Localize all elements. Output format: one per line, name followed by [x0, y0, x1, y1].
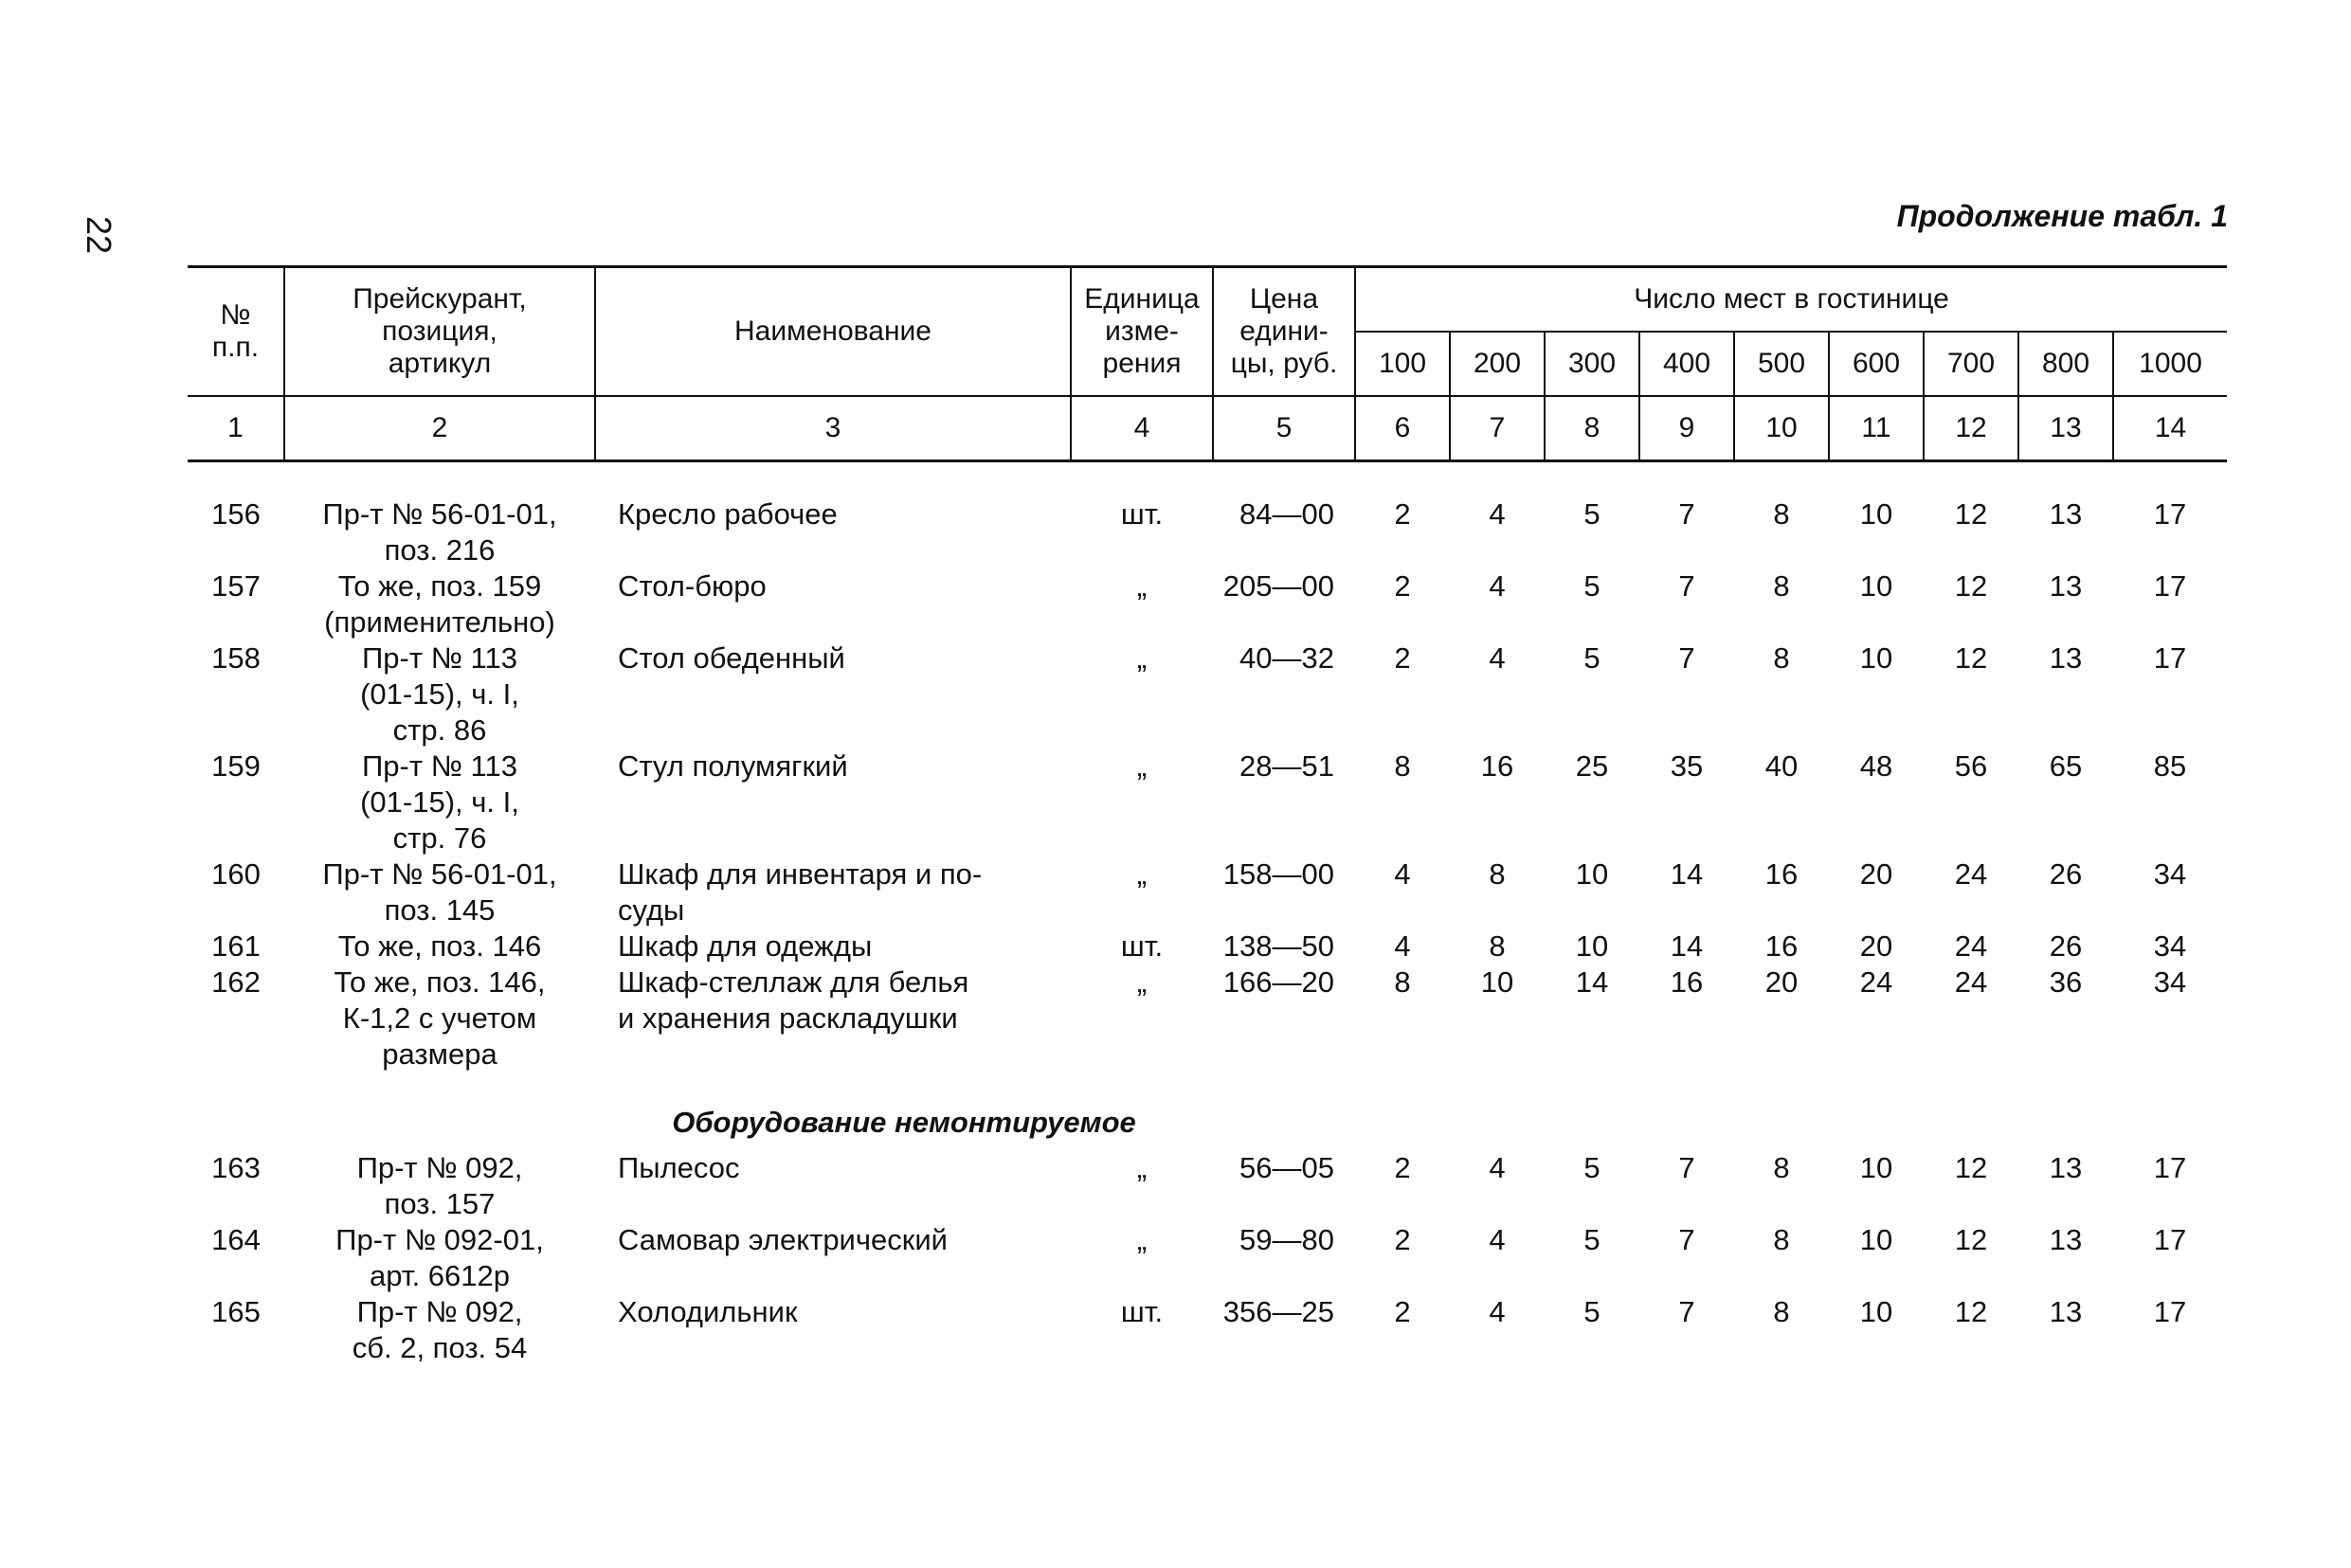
row-number: 159 — [211, 749, 261, 783]
table-row — [188, 964, 2227, 1072]
row-quantity: 8 — [1773, 1223, 1790, 1256]
row-unit: „ — [1136, 569, 1148, 603]
row-quantity: 85 — [2153, 749, 2187, 783]
row-quantity: 65 — [2049, 749, 2083, 783]
table-row — [188, 748, 2227, 856]
row-number: 164 — [211, 1223, 261, 1256]
header-column-numbers-row — [188, 396, 2227, 461]
row-quantity: 17 — [2153, 1151, 2187, 1184]
table-continuation-title: Продолжение табл. 1 — [1896, 199, 2228, 233]
header-column-number: 3 — [595, 396, 1071, 461]
row-name: Самовар электрический — [618, 1223, 948, 1256]
row-name: Пылесос — [618, 1151, 740, 1184]
header-places-group: Число мест в гостинице — [1355, 267, 2227, 333]
table-row — [188, 928, 2227, 964]
row-unit: шт. — [1120, 929, 1164, 963]
row-quantity: 14 — [1670, 857, 1704, 891]
row-price: 28—51 — [1239, 749, 1334, 783]
row-quantity: 7 — [1678, 1151, 1695, 1184]
row-quantity: 25 — [1575, 749, 1609, 783]
table-row — [188, 568, 2227, 640]
row-quantity: 13 — [2049, 569, 2083, 603]
row-quantity: 12 — [1954, 641, 1988, 675]
row-pricelist: Пр-т № 113 (01-15), ч. I, стр. 86 — [360, 641, 519, 747]
row-quantity: 10 — [1859, 1223, 1893, 1256]
row-quantity: 26 — [2049, 929, 2083, 963]
row-quantity: 12 — [1954, 1295, 1988, 1328]
row-quantity: 10 — [1575, 857, 1609, 891]
row-quantity: 8 — [1394, 749, 1411, 783]
header-column-number: 7 — [1450, 396, 1545, 461]
header-price: Цена едини- цы, руб. — [1213, 267, 1355, 397]
row-quantity: 4 — [1489, 569, 1506, 603]
row-quantity: 24 — [1954, 929, 1988, 963]
row-quantity: 7 — [1678, 641, 1695, 675]
row-pricelist: То же, поз. 159 (применительно) — [324, 569, 555, 639]
row-quantity: 12 — [1954, 1151, 1988, 1184]
row-number: 160 — [211, 857, 261, 891]
row-quantity: 34 — [2153, 857, 2187, 891]
row-quantity: 13 — [2049, 1151, 2083, 1184]
header-pricelist: Прейскурант, позиция, артикул — [284, 267, 595, 397]
row-quantity: 2 — [1394, 497, 1411, 531]
row-unit: „ — [1136, 1151, 1148, 1184]
row-name: Стол-бюро — [618, 569, 767, 603]
row-quantity: 48 — [1859, 749, 1893, 783]
row-quantity: 13 — [2049, 1295, 2083, 1328]
row-price: 84—00 — [1239, 497, 1334, 531]
page-number: 22 — [80, 216, 118, 255]
row-quantity: 35 — [1670, 749, 1704, 783]
row-unit: „ — [1136, 965, 1148, 999]
row-price: 205—00 — [1222, 569, 1334, 603]
header-column-number: 13 — [2018, 396, 2113, 461]
row-unit: „ — [1136, 857, 1148, 891]
row-quantity: 4 — [1394, 857, 1411, 891]
row-quantity: 13 — [2049, 1223, 2083, 1256]
row-quantity: 26 — [2049, 857, 2083, 891]
row-quantity: 5 — [1583, 497, 1600, 531]
header-column-number: 6 — [1355, 396, 1450, 461]
row-quantity: 2 — [1394, 1151, 1411, 1184]
header-places-300: 300 — [1545, 332, 1639, 396]
row-name: Кресло рабочее — [618, 497, 838, 531]
row-unit: „ — [1136, 749, 1148, 783]
row-quantity: 4 — [1394, 929, 1411, 963]
row-number: 162 — [211, 965, 261, 999]
row-quantity: 17 — [2153, 641, 2187, 675]
header-places-1000: 1000 — [2113, 332, 2227, 396]
row-pricelist: Пр-т № 092, сб. 2, поз. 54 — [352, 1295, 528, 1364]
header-places-400: 400 — [1639, 332, 1734, 396]
row-quantity: 2 — [1394, 641, 1411, 675]
header-places-600: 600 — [1829, 332, 1924, 396]
row-pricelist: Пр-т № 56-01-01, поз. 216 — [322, 497, 557, 567]
row-quantity: 24 — [1954, 965, 1988, 999]
row-quantity: 56 — [1954, 749, 1988, 783]
row-quantity: 5 — [1583, 1295, 1600, 1328]
row-quantity: 8 — [1773, 1151, 1790, 1184]
row-price: 166—20 — [1222, 965, 1334, 999]
row-quantity: 8 — [1773, 641, 1790, 675]
row-price: 138—50 — [1222, 929, 1334, 963]
row-number: 157 — [211, 569, 261, 603]
row-number: 156 — [211, 497, 261, 531]
section-row — [188, 1072, 2227, 1150]
row-quantity: 5 — [1583, 1223, 1600, 1256]
row-number: 163 — [211, 1151, 261, 1184]
price-table — [188, 265, 2227, 1366]
row-quantity: 34 — [2153, 965, 2187, 999]
row-number: 161 — [211, 929, 261, 963]
row-pricelist: Пр-т № 56-01-01, поз. 145 — [322, 857, 557, 927]
header-column-number: 14 — [2113, 396, 2227, 461]
row-quantity: 24 — [1954, 857, 1988, 891]
row-quantity: 10 — [1859, 641, 1893, 675]
row-quantity: 16 — [1670, 965, 1704, 999]
section-title: Оборудование немонтируемое — [672, 1106, 1136, 1139]
row-quantity: 7 — [1678, 1295, 1695, 1328]
row-quantity: 4 — [1489, 1295, 1506, 1328]
row-quantity: 10 — [1480, 965, 1514, 999]
row-quantity: 10 — [1575, 929, 1609, 963]
row-unit: шт. — [1120, 497, 1164, 531]
header-name: Наименование — [595, 267, 1071, 397]
row-price: 40—32 — [1239, 641, 1334, 675]
row-unit: шт. — [1120, 1295, 1164, 1328]
row-quantity: 14 — [1670, 929, 1704, 963]
row-quantity: 13 — [2049, 497, 2083, 531]
header-column-number: 10 — [1734, 396, 1829, 461]
header-column-number: 9 — [1639, 396, 1734, 461]
table-row — [188, 496, 2227, 568]
header-no: № п.п. — [188, 267, 284, 397]
row-quantity: 34 — [2153, 929, 2187, 963]
row-quantity: 12 — [1954, 569, 1988, 603]
row-quantity: 8 — [1773, 497, 1790, 531]
row-quantity: 4 — [1489, 497, 1506, 531]
row-number: 158 — [211, 641, 261, 675]
row-unit: „ — [1136, 1223, 1148, 1256]
row-name: Шкаф для инвентаря и по- суды — [618, 857, 983, 927]
row-quantity: 36 — [2049, 965, 2083, 999]
row-quantity: 8 — [1489, 857, 1506, 891]
row-pricelist: То же, поз. 146, К-1,2 с учетом размера — [334, 965, 546, 1071]
row-price: 158—00 — [1222, 857, 1334, 891]
header-places-100: 100 — [1355, 332, 1450, 396]
header-column-number: 8 — [1545, 396, 1639, 461]
row-quantity: 20 — [1764, 965, 1799, 999]
row-quantity: 5 — [1583, 569, 1600, 603]
row-quantity: 8 — [1394, 965, 1411, 999]
header-column-number: 11 — [1829, 396, 1924, 461]
row-quantity: 10 — [1859, 1295, 1893, 1328]
row-quantity: 4 — [1489, 641, 1506, 675]
row-quantity: 5 — [1583, 1151, 1600, 1184]
table-row — [188, 1150, 2227, 1222]
row-pricelist: Пр-т № 113 (01-15), ч. I, стр. 76 — [360, 749, 519, 855]
table-row — [188, 1294, 2227, 1366]
row-quantity: 2 — [1394, 1295, 1411, 1328]
row-quantity: 8 — [1489, 929, 1506, 963]
row-quantity: 16 — [1764, 857, 1799, 891]
row-quantity: 17 — [2153, 497, 2187, 531]
table-row — [188, 856, 2227, 928]
header-places-200: 200 — [1450, 332, 1545, 396]
header-places-800: 800 — [2018, 332, 2113, 396]
row-quantity: 10 — [1859, 569, 1893, 603]
header-places-500: 500 — [1734, 332, 1829, 396]
row-quantity: 5 — [1583, 641, 1600, 675]
header-column-number: 2 — [284, 396, 595, 461]
row-quantity: 10 — [1859, 497, 1893, 531]
row-quantity: 8 — [1773, 1295, 1790, 1328]
table-body — [188, 461, 2227, 1367]
row-quantity: 20 — [1859, 857, 1893, 891]
header-column-number: 12 — [1924, 396, 2018, 461]
row-quantity: 14 — [1575, 965, 1609, 999]
row-unit: „ — [1136, 641, 1148, 675]
row-quantity: 13 — [2049, 641, 2083, 675]
row-quantity: 7 — [1678, 1223, 1695, 1256]
header-column-number: 1 — [188, 396, 284, 461]
row-name: Стул полумягкий — [618, 749, 848, 783]
row-number: 165 — [211, 1295, 261, 1328]
row-price: 59—80 — [1239, 1223, 1334, 1256]
table-row — [188, 640, 2227, 748]
row-quantity: 20 — [1859, 929, 1893, 963]
row-quantity: 16 — [1480, 749, 1514, 783]
row-quantity: 2 — [1394, 569, 1411, 603]
row-quantity: 7 — [1678, 569, 1695, 603]
row-price: 56—05 — [1239, 1151, 1334, 1184]
row-name: Шкаф для одежды — [618, 929, 873, 963]
row-name: Шкаф-стеллаж для белья и хранения раскладушки — [618, 965, 969, 1035]
header-column-number: 4 — [1071, 396, 1213, 461]
table-row — [188, 1222, 2227, 1294]
row-pricelist: То же, поз. 146 — [337, 929, 542, 963]
row-name: Холодильник — [618, 1295, 798, 1328]
row-price: 356—25 — [1222, 1295, 1334, 1328]
row-quantity: 10 — [1859, 1151, 1893, 1184]
row-name: Стол обеденный — [618, 641, 845, 675]
row-quantity: 8 — [1773, 569, 1790, 603]
row-quantity: 12 — [1954, 1223, 1988, 1256]
row-quantity: 17 — [2153, 1295, 2187, 1328]
row-quantity: 17 — [2153, 569, 2187, 603]
row-quantity: 2 — [1394, 1223, 1411, 1256]
header-column-number: 5 — [1213, 396, 1355, 461]
row-quantity: 40 — [1764, 749, 1799, 783]
row-pricelist: Пр-т № 092-01, арт. 6612р — [335, 1223, 544, 1292]
header-places-700: 700 — [1924, 332, 2018, 396]
row-quantity: 12 — [1954, 497, 1988, 531]
row-quantity: 4 — [1489, 1151, 1506, 1184]
row-quantity: 4 — [1489, 1223, 1506, 1256]
row-quantity: 7 — [1678, 497, 1695, 531]
row-quantity: 17 — [2153, 1223, 2187, 1256]
section-spacer — [188, 1072, 595, 1150]
row-quantity: 16 — [1764, 929, 1799, 963]
row-pricelist: Пр-т № 092, поз. 157 — [356, 1151, 523, 1220]
row-quantity: 24 — [1859, 965, 1893, 999]
header-unit: Единица изме- рения — [1071, 267, 1213, 397]
